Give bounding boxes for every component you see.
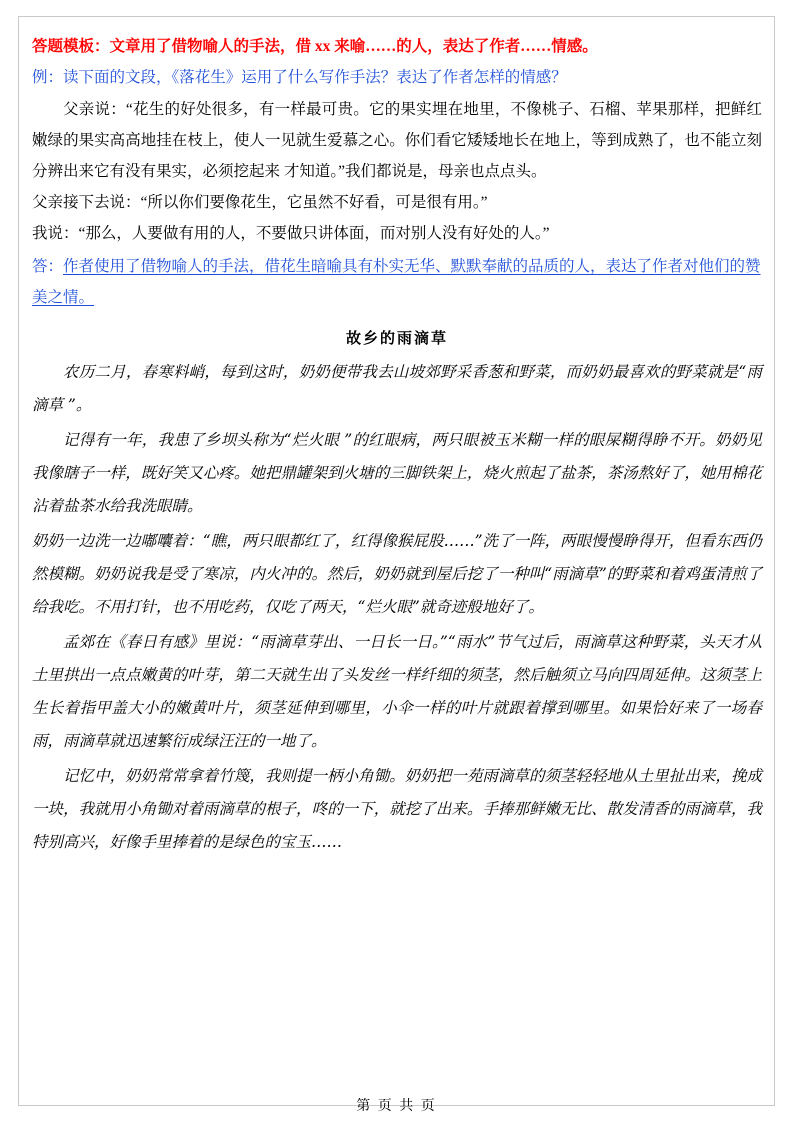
article-paragraph: 记得有一年，我患了乡坝头称为“烂火眼 ”的红眼病，两只眼被玉米糊一样的眼屎糊得睁不开。奶奶见我像瞎子一样，既好笑又心疼。她把鼎罐架到火塘的三脚铁架上，烧火煎起了盐茶，茶汤熬好了，她用棉花沾着盐茶水给我洗眼睛。 <box>32 431 762 515</box>
passage-paragraph: 我说：“那么，人要做有用的人，不要做只讲体面，而对别人没有好处的人。” <box>32 225 550 242</box>
passage-paragraph: 父亲说：“花生的好处很多，有一样最可贵。它的果实埋在地里，不像桃子、石榴、苹果那样，把鲜红嫩绿的果实高高地挂在枝上，使人一见就生爱慕之心。你们看它矮矮地长在地上，等到成熟了，也不能立刻分辨出来它有没有果实，必须挖起来 才知道。”我们都说是，母亲也点点头。 <box>32 101 762 180</box>
answer-text: 作者使用了借物喻人的手法，借花生暗喻具有朴实无华、默默奉献的品质的人，表达了作者对他们的赞美之情。 <box>32 258 761 306</box>
passage-paragraph: 父亲接下去说：“所以你们要像花生，它虽然不好看，可是很有用。” <box>32 194 488 211</box>
answer-label: 答： <box>32 258 64 275</box>
example-question-line: 例：读下面的文段，《落花生》运用了什么写作手法？表达了作者怎样的情感？ <box>32 69 567 86</box>
article-title: 故乡的雨滴草 <box>345 329 448 347</box>
page-footer: 第 页 共 页 <box>356 1099 437 1114</box>
article-paragraph: 记忆中，奶奶常常拿着竹篾，我则提一柄小角锄。奶奶把一苑雨滴草的须茎轻轻地从土里扯出来，挽成一块，我就用小角锄对着雨滴草的根子，咚的一下，就挖了出来。手捧那鲜嫩无比、散发清香的雨滴草，我特别高兴，好像手里捧着的是绿色的宝玉…… <box>32 767 762 851</box>
article-paragraph: 奶奶一边洗一边嘟囔着：“瞧，两只眼都红了，红得像猴屁股……”洗了一阵，两眼慢慢睁得开，但看东西仍然模糊。奶奶说我是受了寒凉，内火冲的。然后，奶奶就到屋后挖了一种叫“雨滴草”的野菜和着鸡蛋清煎了给我吃。不用打针，也不用吃药，仅吃了两天，“烂火眼”就奇迹般地好了。 <box>32 532 762 616</box>
answer-block <box>32 251 762 313</box>
document-content <box>32 34 762 859</box>
article-paragraph: 农历二月，春寒料峭，每到这时，奶奶便带我去山坡郊野采香葱和野菜，而奶奶最喜欢的野菜就是“雨滴草 ”。 <box>32 363 762 414</box>
answer-template-line: 答题模板：文章用了借物喻人的手法，借 xx 来喻……的人，表达了作者……情感。 <box>32 38 598 55</box>
article-paragraph: 孟郊在《春日有感》里说：“雨滴草芽出、一日长一日。”“雨水”节气过后，雨滴草这种野菜，头天才从土里拱出一点点嫩黄的叶芽，第二天就生出了头发丝一样纤细的须茎，然后触须立马向四周延伸。这须茎上生长着指甲盖大小的嫩黄叶片，须茎延伸到哪里，小伞一样的叶片就跟着撑到哪里。如果恰好来了一场春雨，雨滴草就迅速繁衍成绿汪汪的一地了。 <box>32 633 762 750</box>
